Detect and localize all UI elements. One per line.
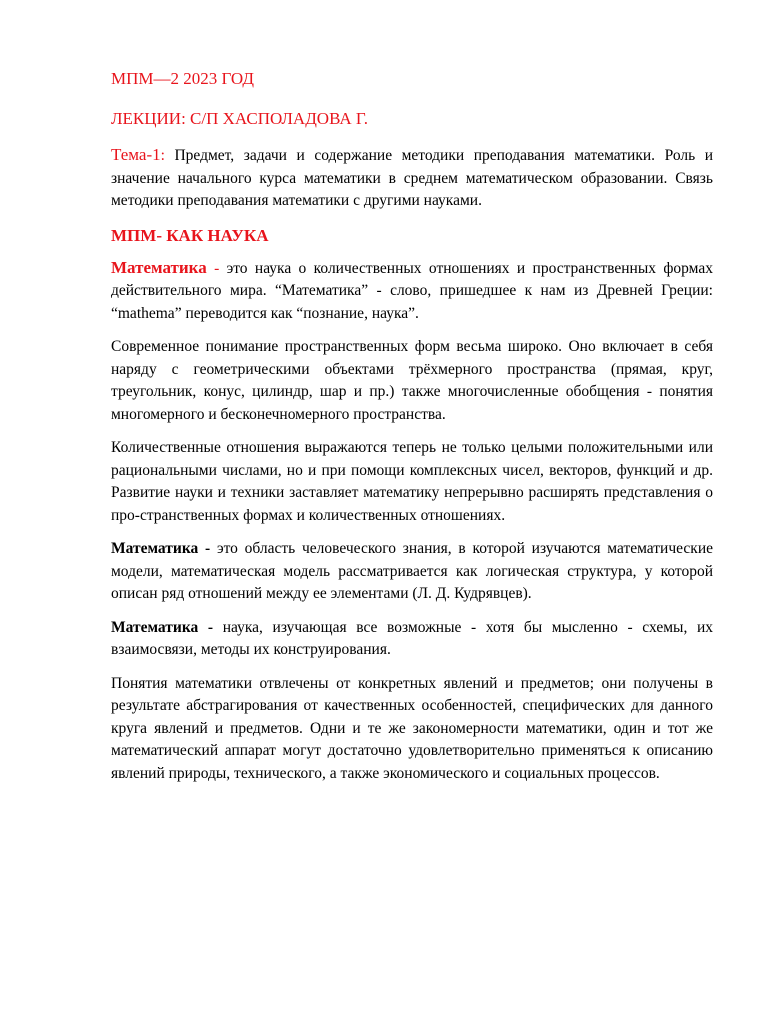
paragraph-quantitative-relations: Количественные отношения выражаются теперь не только целыми положительными или рациональными числами, но и при помощи комплексных чисел, векторов, функций и др. Развитие науки и техники заставляет математику непрерывно расширять представления о про-странственных формах и количественных отношениях. [111, 439, 713, 524]
definition-dash: - [206, 259, 227, 277]
topic-text: Предмет, задачи и содержание методики преподавания математики. Роль и значение начального курса математики в среднем математическом образовании. Связь методики преподавания математики с другими науками. [111, 147, 713, 209]
definition-paragraph-kudryavtsev [111, 538, 713, 606]
definition-term-red: Математика [111, 257, 207, 277]
topic-label: Тема-1 [111, 145, 161, 164]
course-heading: МПМ—2 2023 ГОД [111, 69, 254, 88]
definition-text-schemes: наука, изучающая все возможные - хотя бы мысленно - схемы, их взаимосвязи, методы их конструирования. [111, 618, 713, 658]
definition-term: Математика - [111, 540, 211, 557]
topic-colon: : [160, 147, 165, 164]
definition-term: Математика - [111, 618, 214, 636]
definition-paragraph-schemes [111, 617, 713, 662]
definition-paragraph-1 [111, 257, 713, 326]
paragraph-abstraction: Понятия математики отвлечены от конкретных явлений и предметов; они получены в результате абстрагирования от качественных особенностей, специфических для данного круга явлений и предметов. Одни и те же закономерности математики, один и тот же математический аппарат могут достаточно удовлетворительно применяться к описанию явлений природы, технического, а также экономического и социальных процессов. [111, 674, 713, 782]
paragraph-spatial-forms: Современное понимание пространственных форм весьма широко. Оно включает в себя наряду с геометрическими объектами трёхмерного пространства (прямая, круг, треугольник, конус, цилиндр, шар и пр.) также многочисленные обобщения - понятия многомерного и бесконечномерного пространства. [111, 338, 713, 423]
document-page [111, 66, 713, 785]
section-heading: МПМ- КАК НАУКА [111, 225, 269, 245]
topic-paragraph [111, 144, 713, 213]
definition-text-1: это наука о количественных отношениях и пространственных формах действительного мира. “Математика” - слово, пришедшее к нам из Древней Греции: “mathema” переводится как “познание, наука”. [111, 259, 713, 322]
definition-text-kudryavtsev: это область человеческого знания, в которой изучаются математические модели, математическая модель рассматривается как логическая структура, у которой описан ряд отношений между ее элементами (Л. Д. Кудрявцев). [111, 540, 713, 602]
lectures-heading: ЛЕКЦИИ: С/П ХАСПОЛАДОВА Г. [111, 109, 369, 128]
